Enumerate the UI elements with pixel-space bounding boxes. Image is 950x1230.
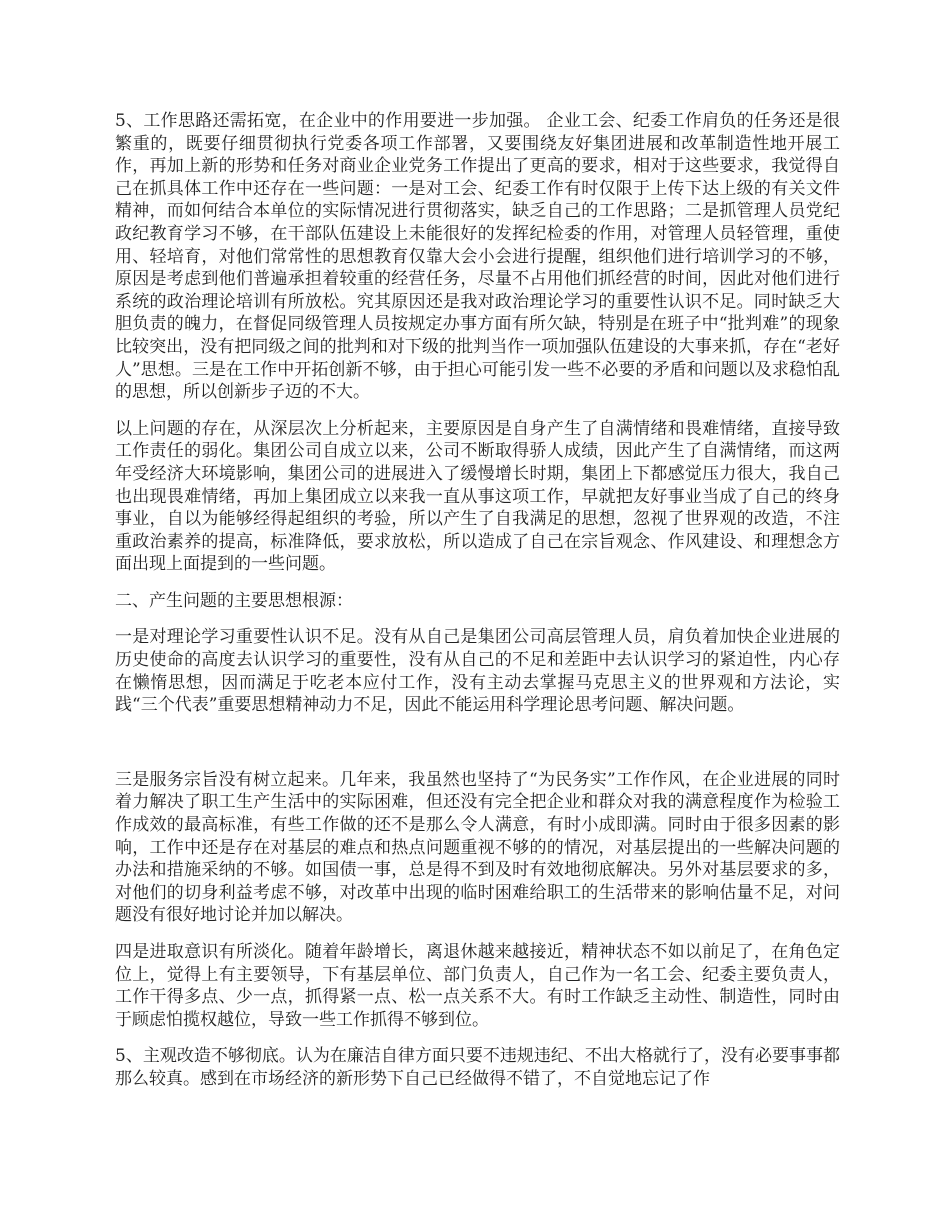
paragraph-enterprising-spirit: 四是进取意识有所淡化。随着年龄增长，离退休越来越接近，精神状态不如以前足了，在角色定位上，觉得上有主要领导，下有基层单位、部门负责人，自己作为一名工会、纪委主要负责人，工作干得多点、少一点，抓得紧一点、松一点关系不大。有时工作缺乏主动性、制造性，同时由于顾虑怕揽权越位，导致一些工作抓得不够到位。	[115, 942, 840, 1030]
document-body	[115, 110, 840, 1105]
blank-gap	[115, 731, 840, 769]
paragraph-service-purpose: 三是服务宗旨没有树立起来。几年来，我虽然也坚持了“为民务实”工作作风，在企业进展的同时着力解决了职工生产生活中的实际困难，但还没有完全把企业和群众对我的满意程度作为检验工作成效的最高标准，有些工作做的还不是那么令人满意，有时小成即满。同时由于很多因素的影响，工作中还是存在对基层的难点和热点问题重视不够的的情况，对基层提出的一些解决问题的办法和措施采纳的不够。如国债一事，总是得不到及时有效地彻底解决。另外对基层要求的多，对他们的切身利益考虑不够，对改革中出现的临时困难给职工的生活带来的影响估量不足，对问题没有很好地讨论并加以解决。	[115, 769, 840, 926]
section-heading-ideological-roots: 二、产生问题的主要思想根源：	[115, 590, 353, 611]
paragraph-root-cause-analysis: 以上问题的存在，从深层次上分析起来，主要原因是自身产生了自满情绪和畏难情绪，直接导致工作责任的弱化。集团公司自成立以来，公司不断取得骄人成绩，因此产生了自满情绪，而这两年受经济大环境影响，集团公司的进展进入了缓慢增长时期，集团上下都感觉压力很大，我自己也出现畏难情绪，再加上集团成立以来我一直从事这项工作，早就把友好事业当成了自己的终身事业，自以为能够经得起组织的考验，所以产生了自我满足的思想，忽视了世界观的改造，不注重政治素养的提高，标准降低，要求放松，所以造成了自己在宗旨观念、作风建设、和理想念方面出现上面提到的一些问题。	[115, 418, 840, 575]
paragraph-subjective-reform: 5、主观改造不够彻底。认为在廉洁自律方面只要不违规违纪、不出大格就行了，没有必要事事都那么较真。感到在市场经济的新形势下自己已经做得不错了，不自觉地忘记了作	[115, 1046, 840, 1089]
paragraph-work-ideas: 5、工作思路还需拓宽，在企业中的作用要进一步加强。 企业工会、纪委工作肩负的任务还是很繁重的，既要仔细贯彻执行党委各项工作部署，又要围绕友好集团进展和改革制造性地开展工作，再加上新的形势和任务对商业企业党务工作提出了更高的要求，相对于这些要求，我觉得自己在抓具体工作中还存在一些问题：一是对工会、纪委工作有时仅限于上传下达上级的有关文件精神，而如何结合本单位的实际情况进行贯彻落实，缺乏自己的工作思路；二是抓管理人员党纪政纪教育学习不够，在干部队伍建设上未能很好的发挥纪检委的作用，对管理人员轻管理，重使用、轻培育，对他们常常性的思想教育仅靠大会小会进行提醒，组织他们进行培训学习的不够，原因是考虑到他们普遍承担着较重的经营任务，尽量不占用他们抓经营的时间，因此对他们进行系统的政治理论培训有所放松。究其原因还是我对政治理论学习的重要性认识不足。同时缺乏大胆负责的魄力，在督促同级管理人员按规定办事方面有所欠缺，特别是在班子中“批判难”的现象比较突出，没有把同级之间的批判和对下级的批判当作一项加强队伍建设的大事来抓，存在“老好人”思想。三是在工作中开拓创新不够，由于担心可能引发一些不必要的矛盾和问题以及求稳怕乱的思想，所以创新步子迈的不大。	[115, 111, 840, 403]
paragraph-theory-study: 一是对理论学习重要性认识不足。没有从自己是集团公司高层管理人员，肩负着加快企业进展的历史使命的高度去认识学习的重要性，没有从自己的不足和差距中去认识学习的紧迫性，内心存在懒惰思想，因而满足于吃老本应付工作，没有主动去掌握马克思主义的世界观和方法论，实践“三个代表”重要思想精神动力不足，因此不能运用科学理论思考问题、解决问题。	[115, 627, 840, 716]
